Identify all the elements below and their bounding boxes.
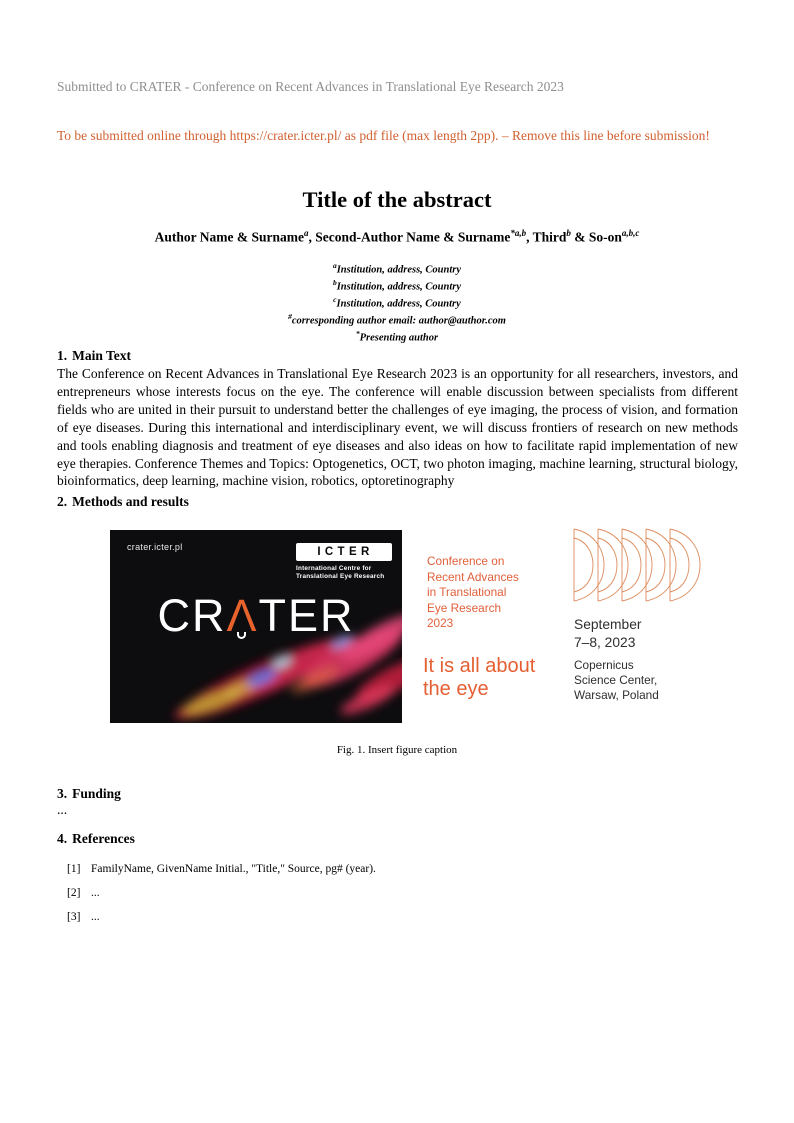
section-heading-main-text xyxy=(57,348,131,364)
affiliation-marker: a xyxy=(332,261,337,270)
reference-text: ... xyxy=(91,911,100,923)
author-affil-marker: a,b,c xyxy=(621,228,640,238)
affiliation-text: Presenting author xyxy=(359,332,439,344)
conference-tagline: It is all about the eye xyxy=(423,655,536,700)
banner-url: crater.icter.pl xyxy=(127,542,183,552)
author-name: So-on xyxy=(588,229,622,245)
affiliation-text: Institution, address, Country xyxy=(336,264,462,276)
crater-orange-a: Λ xyxy=(226,590,259,641)
reference-list xyxy=(67,862,376,934)
section-number: 3. xyxy=(57,786,68,801)
author-separator: , xyxy=(308,229,316,245)
affiliation-text: Institution, address, Country xyxy=(336,298,461,310)
affiliation-line xyxy=(0,294,794,311)
figure-caption: Fig. 1. Insert figure caption xyxy=(336,744,458,756)
reference-number: [3] xyxy=(67,911,81,923)
reference-number: [1] xyxy=(67,863,81,875)
icter-logo-wordmark: ICTER xyxy=(296,543,392,561)
reference-item xyxy=(67,910,376,924)
author-name: Third xyxy=(532,229,567,245)
funding-placeholder: ... xyxy=(57,802,68,817)
affiliation-line xyxy=(0,260,794,277)
author-affil-marker: a xyxy=(303,228,309,238)
affiliation-text: corresponding author email: author@author.com xyxy=(291,315,506,327)
authors-line xyxy=(0,228,794,246)
section-heading-references xyxy=(57,831,135,847)
author-separator: , xyxy=(526,229,533,245)
affiliation-line xyxy=(0,328,794,345)
affiliation-line xyxy=(0,277,794,294)
affiliation-text: Institution, address, Country xyxy=(336,281,462,293)
author-affil-marker: b xyxy=(566,228,571,238)
author-separator: & xyxy=(570,229,589,245)
affiliation-marker: * xyxy=(355,329,360,338)
crater-a-cup-shape xyxy=(237,632,246,639)
reference-text: FamilyName, GivenName Initial., "Title," Source, pg# (year). xyxy=(91,863,376,875)
author-affil-marker: *a,b xyxy=(510,228,527,238)
icter-logo-subtitle: International Centre for Translational Eye Research xyxy=(296,565,385,581)
affiliation-marker: c xyxy=(333,295,337,304)
affiliation-line xyxy=(0,311,794,328)
reference-item xyxy=(67,886,376,900)
conference-dates: September 7–8, 2023 xyxy=(574,617,642,650)
section-heading-funding xyxy=(57,786,121,802)
affiliation-marker: # xyxy=(288,312,292,321)
author-name: Author Name & Surname xyxy=(154,229,304,245)
section-number: 1. xyxy=(57,348,68,363)
reference-number: [2] xyxy=(67,887,81,899)
eye-lens-pattern-icon xyxy=(573,528,701,604)
section-title: References xyxy=(72,831,135,846)
crater-wordmark: CRΛ TER xyxy=(157,590,355,641)
affiliations xyxy=(0,260,794,345)
submitted-header: Submitted to CRATER - Conference on Recent Advances in Translational Eye Research 2023 xyxy=(57,79,564,94)
affiliation-marker: b xyxy=(332,278,337,287)
reference-text: ... xyxy=(91,887,100,899)
section-title: Methods and results xyxy=(72,494,189,509)
page-title: Title of the abstract xyxy=(302,187,492,212)
reference-item xyxy=(67,862,376,876)
section-number: 2. xyxy=(57,494,68,509)
section-number: 4. xyxy=(57,831,68,846)
section-title: Main Text xyxy=(72,348,132,363)
conference-venue: Copernicus Science Center, Warsaw, Poland xyxy=(574,658,659,702)
main-text-paragraph: The Conference on Recent Advances in Translational Eye Research 2023 is an opportunity for all researchers, investors, and entrepreneurs whose interests focus on the eye. The conference will enable discussion between specialists from different fields who are united in their pursuit to understand better the challenges of eye imaging, the process of vision, and formation of eye diseases. During this international and interdisciplinary event, we will discuss frontiers of research on new methods and tools enabling diagnosis and treatment of eye diseases and also ideas on how to facilitate rapid implementation of new eye therapies. Conference Themes and Topics: Optogenetics, OCT, two photon imaging, machine learning, structural biology, bioinformatics, deep learning, machine vision, robotics, optoretinography xyxy=(57,366,738,489)
author-name: Second-Author Name & Surname xyxy=(315,229,511,245)
section-heading-methods xyxy=(57,494,189,510)
figure-1 xyxy=(110,530,700,723)
section-title: Funding xyxy=(72,786,121,801)
crater-banner-image xyxy=(110,530,402,723)
submission-instruction: To be submitted online through https://crater.icter.pl/ as pdf file (max length 2pp). – Remove this line before submission! xyxy=(57,128,710,143)
conference-title-block: Conference on Recent Advances in Translational Eye Research 2023 xyxy=(427,554,519,631)
icter-logo xyxy=(296,543,392,581)
